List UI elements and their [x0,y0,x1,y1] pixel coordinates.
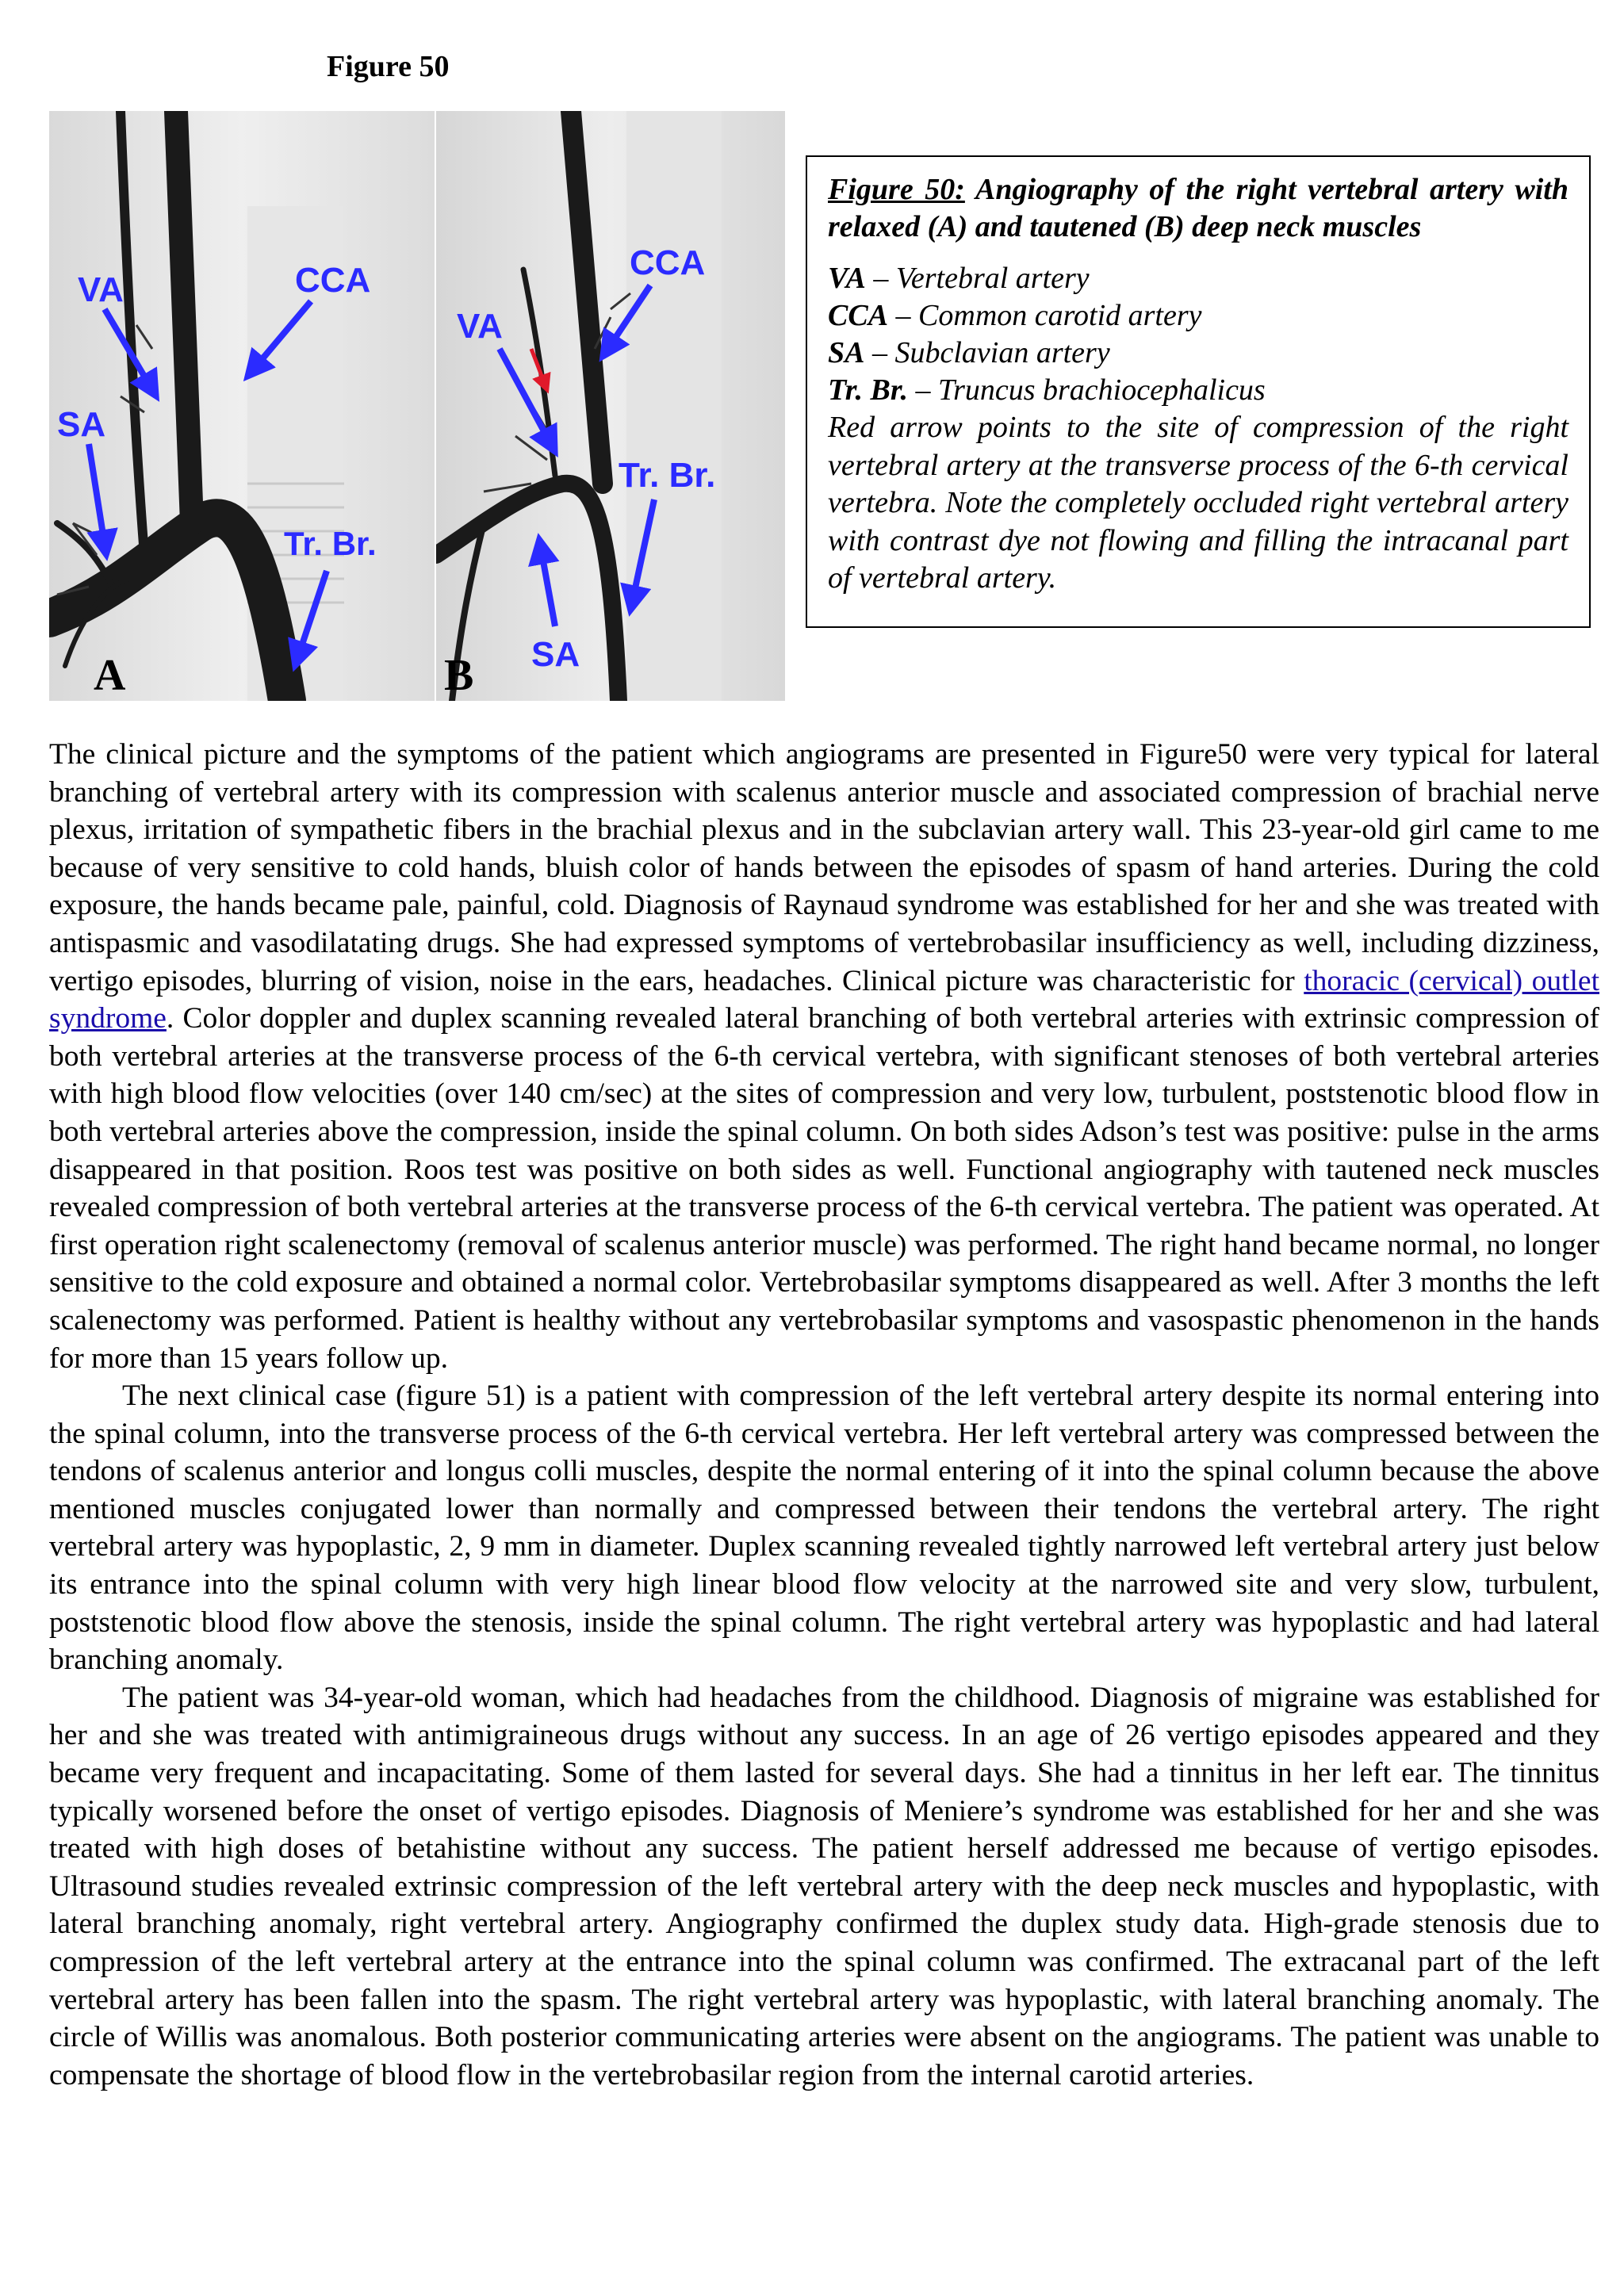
caption-label: Figure 50: [828,173,965,206]
label-va-b: VA [457,307,503,346]
figure-heading: Figure 50 [327,50,450,83]
panel-letter-b: B [444,651,474,700]
panel-letter-a: A [94,651,126,700]
angiogram-panel-a [49,111,435,701]
angiogram-panel-b [436,111,785,701]
label-tr-br-b: Tr. Br. [619,456,716,495]
label-va-a: VA [78,270,124,309]
legend-item-sa: SA – Subclavian artery [828,336,1110,369]
figure-caption-box [806,155,1591,628]
legend-item-tr-br: Tr. Br. – Truncus brachiocephalicus [828,373,1266,407]
label-cca-b: CCA [630,243,706,282]
label-sa-a: SA [57,405,106,444]
paragraph-3: The patient was 34-year-old woman, which had headaches from the childhood. Diagnosis of migraine was established for her and she was treated with antimigraineous drugs without any success. In an age of 26 vertigo episodes appeared and they became very frequent and incapacitating. Some of them lasted for several days. She had a tinnitus in her left ear. The tinnitus typically worsened before the onset of vertigo episodes. Diagnosis of Meniere’s syndrome was established for her and she was treated with high doses of betahistine without any success. The patient herself addressed me because of vertigo episodes. Ultrasound studies revealed extrinsic compression of the left vertebral artery with the deep neck muscles and hypoplastic, with lateral branching anomaly, right vertebral artery. Angiography confirmed the duplex study data. High-grade stenosis due to compression of the left vertebral artery at the entrance into the spinal column was confirmed. The extracanal part of the left vertebral artery has been fallen into the spasm. The right vertebral artery was hypoplastic, with lateral branching anomaly. The circle of Willis was anomalous. Both posterior communicating arteries were absent on the angiograms. The patient was unable to compensate the shortage of blood flow in the vertebrobasilar region from the internal carotid arteries. [49,1681,1599,2091]
legend-item-va: VA – Vertebral artery [828,262,1090,295]
thoracic-outlet-syndrome-link[interactable]: thoracic (cervical) outlet syndrome [49,964,1599,1035]
paragraph-2: The next clinical case (figure 51) is a patient with compression of the left vertebral artery despite its normal entering into the spinal column, into the transverse process of the 6-th cervical vertebra. Her left vertebral artery was compressed between the tendons of scalenus anterior and longus colli muscles, despite the normal entering of it into the spinal column because the above mentioned muscles conjugated lower than normally and compressed between their tendons the vertebral artery. The right vertebral artery was hypoplastic, 2, 9 mm in diameter. Duplex scanning revealed tightly narrowed left vertebral artery just below its entrance into the spinal column with very high linear blood flow velocity at the narrowed site and very slow, turbulent, poststenotic blood flow above the stenosis, inside the spinal column. The right vertebral artery was hypoplastic and had lateral branching anomaly. [49,1380,1599,1677]
body-text [49,736,1599,2094]
label-cca-a: CCA [295,261,371,300]
legend-item-cca: CCA – Common carotid artery [828,299,1202,332]
label-tr-br-a: Tr. Br. [284,525,377,562]
caption-note: Red arrow points to the site of compression of the right vertebral artery at the transverse process of the 6-th cervical vertebra. Note the completely occluded right vertebral artery with contrast dye not flowing and filling the intracanal part of vertebral artery. [828,411,1568,595]
paragraph-1: The clinical picture and the symptoms of the patient which angiograms are presented in Figure50 were very typical for lateral branching of vertebral artery with its compression with scalenus anterior muscle and associated compression of brachial nerve plexus, irritation of sympathetic fibers in the brachial plexus and in the subclavian artery wall. This 23-year-old girl came to me because of very sensitive to cold hands, bluish color of hands between the episodes of spasm of hand arteries. During the cold exposure, the hands became pale, painful, cold. Diagnosis of Raynaud syndrome was established for her and she was treated with antispasmic and vasodilatating drugs. She had expressed symptoms of vertebrobasilar insufficiency as well, including dizziness, vertigo episodes, blurring of vision, noise in the ears, headaches. Clinical picture was characteristic for thoracic (cervical) outlet syndrome. Color doppler and duplex scanning revealed lateral branching of both vertebral arteries with extrinsic compression of both vertebral arteries at the transverse process of the 6-th cervical vertebra, with significant stenoses of both vertebral arteries with high blood flow velocities (over 140 cm/sec) at the sites of compression and very low, turbulent, poststenotic blood flow in both vertebral arteries above the compression, inside the spinal column. On both sides Adson’s test was positive: pulse in the arms disappeared in that position. Roos test was positive on both sides as well. Functional angiography with tautened neck muscles revealed compression of both vertebral arteries at the transverse process of the 6-th cervical vertebra. The patient was operated. At first operation right scalenectomy (removal of scalenus anterior muscle) was performed. The right hand became normal, no longer sensitive to the cold exposure and obtained a normal color. Vertebrobasilar symptoms disappeared as well. After 3 months the left scalenectomy was performed. Patient is healthy without any vertebrobasilar symptoms and vasospastic phenomenon in the hands for more than 15 years follow up. [49,738,1599,1375]
caption-title [828,171,1568,246]
label-sa-b: SA [531,635,580,674]
caption-title-text: Angiography of the right vertebral artery with relaxed (A) and tautened (B) deep neck muscles [828,173,1568,243]
